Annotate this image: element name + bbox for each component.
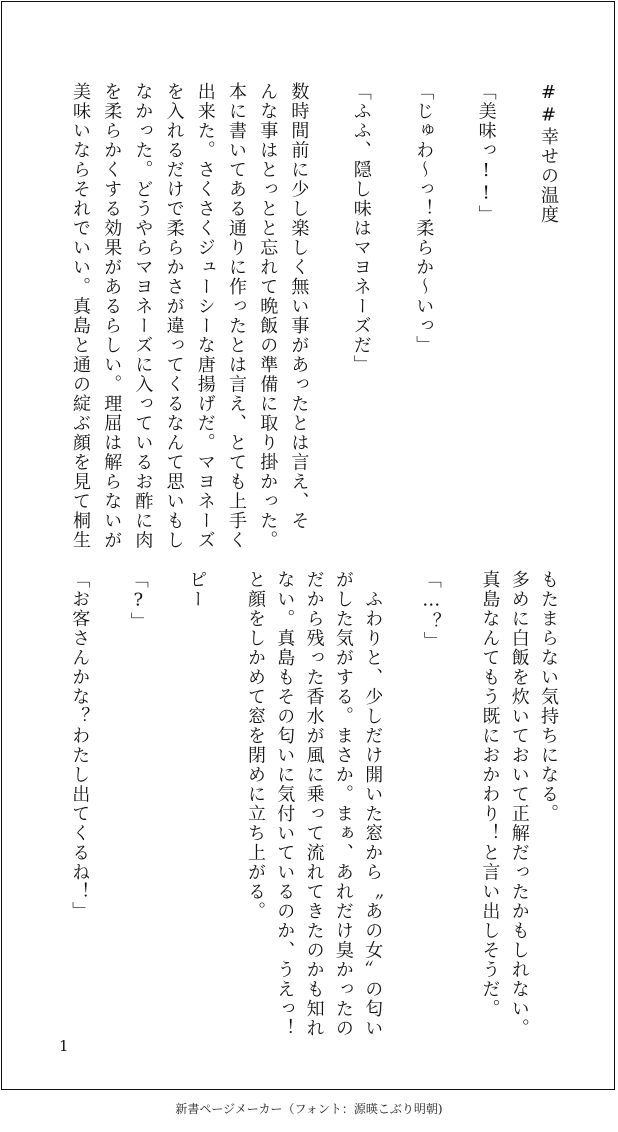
text-line: を柔らかくする効果があるらしい。理屈は解らないが	[101, 82, 123, 550]
text-line: ふわりと、少しだけ開いた窓から〝あの女〟の匂い	[362, 570, 384, 1038]
text-line: 「ふふ、隠し味はマヨネーズだ」	[350, 82, 372, 375]
text-line: んな事はとっとと忘れて晩飯の準備に取り掛かった。	[257, 82, 279, 550]
text-line: を入れるだけで柔らかさが違ってくるなんて思いもし	[163, 82, 185, 550]
text-line: がした気がする。まさか。まぁ、あれだけ臭かったの	[332, 570, 354, 1038]
text-line: 本に書いてある通りに作ったとは言え、とても上手く	[226, 82, 247, 550]
text-line: 「お客さんかな？わたし出てくるね！」	[69, 570, 91, 921]
text-line: ない。真島もその匂いに気付いているのか、うえっ！	[274, 570, 296, 1038]
text-line: 出来た。さくさくジューシーな唐揚げだ。マヨネーズ	[194, 82, 216, 550]
text-line: だから残った香水が風に乗って流れてきたのかも知れ	[303, 570, 325, 1038]
text-line: 数時間前に少し楽しく無い事があったとは言え、そ	[288, 82, 310, 531]
page	[1, 1, 615, 1090]
text-line: 「美味っ!!」	[475, 82, 497, 225]
text-line: 多めに白飯を炊いておいて正解だったかもしれない。	[508, 570, 530, 1038]
text-line: ピー	[186, 570, 208, 609]
text-line: 「…？」	[420, 570, 442, 651]
text-line: もたまらない気持ちになる。	[538, 570, 559, 824]
text-line: 美味いならそれでいい。真島と通の綻ぶ顔を見て桐生	[70, 82, 91, 550]
page-number: 1	[59, 1037, 69, 1055]
text-line: 「じゅわ〜っ！柔らか〜いっ」	[413, 82, 435, 355]
text-line: 真島なんてもう既におかわり！と言い出しそうだ。	[479, 570, 501, 1019]
footer-credit: 新書ページメーカー（フォント：源暎こぶり明朝)	[175, 1102, 443, 1116]
text-line: と顔をしかめて窓を閉めに立ち上がる。	[245, 570, 266, 921]
text-line: なかった。どうやらマヨネーズに入っているお酢に肉	[132, 82, 154, 550]
text-line: 「?」	[127, 570, 149, 632]
text-line: ##幸せの温度	[538, 82, 559, 225]
